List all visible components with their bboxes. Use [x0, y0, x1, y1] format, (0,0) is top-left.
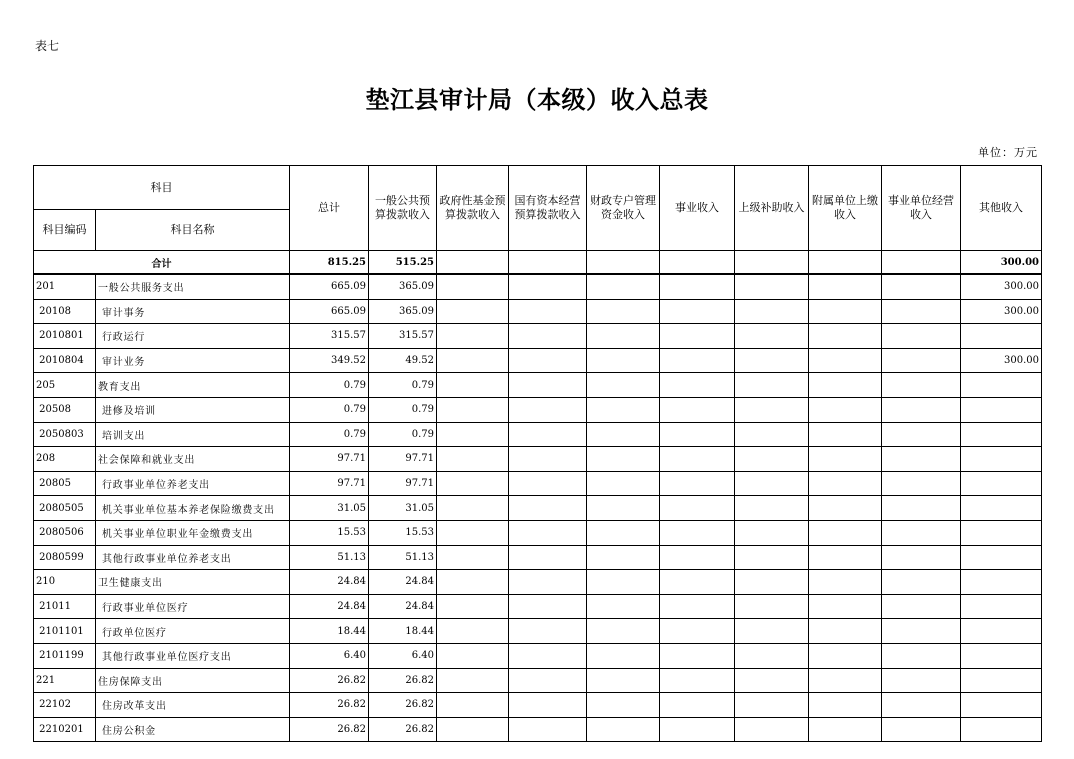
empty-cell: [437, 324, 509, 349]
header-gov-fund: 政府性基金预算拨款收入: [437, 166, 509, 251]
empty-cell: [882, 496, 961, 521]
empty-cell: [437, 299, 509, 324]
row-other-income: [961, 570, 1042, 595]
table-row: [34, 324, 1042, 349]
row-general-budget: 51.13: [369, 545, 437, 570]
empty-cell: [660, 274, 735, 299]
table-row: [34, 570, 1042, 595]
empty-cell: [509, 274, 587, 299]
row-total: 51.13: [290, 545, 369, 570]
empty-cell: [587, 422, 660, 447]
row-code: 2101199: [34, 643, 96, 668]
empty-cell: [509, 570, 587, 595]
empty-cell: [509, 324, 587, 349]
row-name: 行政事业单位医疗: [96, 594, 290, 619]
row-total: 349.52: [290, 348, 369, 373]
empty-cell: [735, 471, 809, 496]
row-total: 665.09: [290, 274, 369, 299]
total-row: [34, 251, 1042, 275]
empty-cell: [587, 251, 660, 275]
row-general-budget: 26.82: [369, 717, 437, 742]
table-row: [34, 643, 1042, 668]
empty-cell: [735, 348, 809, 373]
row-other-income: [961, 545, 1042, 570]
row-other-income: [961, 619, 1042, 644]
empty-cell: [660, 520, 735, 545]
row-code: 208: [34, 447, 96, 472]
row-general-budget: 97.71: [369, 471, 437, 496]
header-subject-code: 科目编码: [34, 210, 96, 251]
empty-cell: [660, 348, 735, 373]
empty-cell: [660, 422, 735, 447]
row-name: 进修及培训: [96, 397, 290, 422]
empty-cell: [882, 520, 961, 545]
empty-cell: [437, 594, 509, 619]
table-row: [34, 520, 1042, 545]
empty-cell: [882, 397, 961, 422]
empty-cell: [437, 619, 509, 644]
row-name: 审计事务: [96, 299, 290, 324]
empty-cell: [809, 397, 882, 422]
row-other-income: [961, 397, 1042, 422]
header-affiliated-income: 附属单位上缴收入: [809, 166, 882, 251]
empty-cell: [660, 545, 735, 570]
empty-cell: [660, 643, 735, 668]
empty-cell: [437, 348, 509, 373]
empty-cell: [587, 397, 660, 422]
row-other-income: [961, 496, 1042, 521]
empty-cell: [809, 520, 882, 545]
row-code: 2080599: [34, 545, 96, 570]
empty-cell: [660, 570, 735, 595]
empty-cell: [509, 594, 587, 619]
row-general-budget: 315.57: [369, 324, 437, 349]
row-other-income: [961, 693, 1042, 718]
empty-cell: [660, 324, 735, 349]
empty-cell: [587, 447, 660, 472]
empty-cell: [882, 274, 961, 299]
empty-cell: [509, 471, 587, 496]
empty-cell: [509, 447, 587, 472]
row-name: 卫生健康支出: [96, 570, 290, 595]
row-code: 2210201: [34, 717, 96, 742]
header-subject-name: 科目名称: [96, 210, 290, 251]
empty-cell: [735, 324, 809, 349]
row-other-income: [961, 643, 1042, 668]
empty-cell: [882, 299, 961, 324]
empty-cell: [660, 496, 735, 521]
row-code: 22102: [34, 693, 96, 718]
empty-cell: [809, 422, 882, 447]
empty-cell: [735, 496, 809, 521]
row-name: 一般公共服务支出: [96, 274, 290, 299]
empty-cell: [509, 717, 587, 742]
total-sum: 815.25: [290, 251, 369, 275]
empty-cell: [587, 594, 660, 619]
empty-cell: [809, 619, 882, 644]
row-code: 2010801: [34, 324, 96, 349]
empty-cell: [735, 668, 809, 693]
empty-cell: [587, 668, 660, 693]
row-total: 26.82: [290, 717, 369, 742]
empty-cell: [882, 324, 961, 349]
empty-cell: [660, 447, 735, 472]
header-fiscal-special: 财政专户管理资金收入: [587, 166, 660, 251]
empty-cell: [509, 299, 587, 324]
empty-cell: [509, 496, 587, 521]
empty-cell: [809, 299, 882, 324]
row-general-budget: 0.79: [369, 397, 437, 422]
row-total: 26.82: [290, 693, 369, 718]
row-total: 24.84: [290, 570, 369, 595]
row-name: 住房改革支出: [96, 693, 290, 718]
empty-cell: [587, 619, 660, 644]
empty-cell: [882, 693, 961, 718]
row-total: 0.79: [290, 397, 369, 422]
row-name: 机关事业单位职业年金缴费支出: [96, 520, 290, 545]
empty-cell: [437, 693, 509, 718]
empty-cell: [437, 251, 509, 275]
table-row: [34, 447, 1042, 472]
total-other-income: 300.00: [961, 251, 1042, 275]
empty-cell: [660, 373, 735, 398]
empty-cell: [882, 717, 961, 742]
empty-cell: [809, 348, 882, 373]
row-other-income: 300.00: [961, 348, 1042, 373]
row-name: 审计业务: [96, 348, 290, 373]
row-name: 教育支出: [96, 373, 290, 398]
empty-cell: [735, 422, 809, 447]
row-total: 665.09: [290, 299, 369, 324]
empty-cell: [437, 496, 509, 521]
row-code: 221: [34, 668, 96, 693]
empty-cell: [882, 447, 961, 472]
row-total: 26.82: [290, 668, 369, 693]
empty-cell: [809, 373, 882, 398]
row-name: 其他行政事业单位医疗支出: [96, 643, 290, 668]
header-subject: 科目: [34, 166, 290, 210]
row-general-budget: 0.79: [369, 373, 437, 398]
empty-cell: [660, 693, 735, 718]
empty-cell: [660, 471, 735, 496]
empty-cell: [882, 619, 961, 644]
empty-cell: [809, 471, 882, 496]
row-other-income: [961, 471, 1042, 496]
empty-cell: [437, 717, 509, 742]
empty-cell: [809, 274, 882, 299]
empty-cell: [587, 545, 660, 570]
empty-cell: [882, 668, 961, 693]
row-total: 15.53: [290, 520, 369, 545]
empty-cell: [437, 520, 509, 545]
empty-cell: [735, 373, 809, 398]
row-general-budget: 365.09: [369, 274, 437, 299]
row-general-budget: 97.71: [369, 447, 437, 472]
row-general-budget: 24.84: [369, 570, 437, 595]
empty-cell: [735, 397, 809, 422]
row-other-income: [961, 668, 1042, 693]
empty-cell: [660, 299, 735, 324]
row-code: 2010804: [34, 348, 96, 373]
row-total: 31.05: [290, 496, 369, 521]
empty-cell: [437, 643, 509, 668]
empty-cell: [882, 594, 961, 619]
empty-cell: [437, 570, 509, 595]
empty-cell: [437, 422, 509, 447]
empty-cell: [809, 447, 882, 472]
empty-cell: [587, 274, 660, 299]
empty-cell: [809, 251, 882, 275]
empty-cell: [509, 348, 587, 373]
empty-cell: [660, 594, 735, 619]
empty-cell: [735, 545, 809, 570]
row-name: 机关事业单位基本养老保险缴费支出: [96, 496, 290, 521]
empty-cell: [809, 324, 882, 349]
total-general-budget: 515.25: [369, 251, 437, 275]
row-general-budget: 6.40: [369, 643, 437, 668]
row-other-income: [961, 520, 1042, 545]
table-row: [34, 422, 1042, 447]
empty-cell: [660, 251, 735, 275]
empty-cell: [509, 668, 587, 693]
empty-cell: [509, 693, 587, 718]
header-total: 总计: [290, 166, 369, 251]
empty-cell: [437, 447, 509, 472]
empty-cell: [882, 422, 961, 447]
empty-cell: [882, 570, 961, 595]
table-row: [34, 496, 1042, 521]
header-other-income: 其他收入: [961, 166, 1042, 251]
row-name: 其他行政事业单位养老支出: [96, 545, 290, 570]
empty-cell: [587, 348, 660, 373]
empty-cell: [882, 545, 961, 570]
empty-cell: [809, 594, 882, 619]
empty-cell: [437, 668, 509, 693]
row-code: 20508: [34, 397, 96, 422]
header-business-unit-income: 事业单位经营收入: [882, 166, 961, 251]
row-code: 201: [34, 274, 96, 299]
empty-cell: [882, 643, 961, 668]
table-row: [34, 619, 1042, 644]
row-other-income: [961, 717, 1042, 742]
table-row: [34, 373, 1042, 398]
empty-cell: [735, 299, 809, 324]
empty-cell: [437, 397, 509, 422]
row-other-income: [961, 373, 1042, 398]
row-name: 住房公积金: [96, 717, 290, 742]
empty-cell: [882, 471, 961, 496]
row-general-budget: 26.82: [369, 668, 437, 693]
row-general-budget: 365.09: [369, 299, 437, 324]
row-other-income: [961, 594, 1042, 619]
empty-cell: [437, 274, 509, 299]
empty-cell: [509, 251, 587, 275]
row-total: 6.40: [290, 643, 369, 668]
row-code: 2080505: [34, 496, 96, 521]
table-row: [34, 348, 1042, 373]
empty-cell: [437, 545, 509, 570]
table-row: [34, 717, 1042, 742]
empty-cell: [437, 471, 509, 496]
empty-cell: [735, 251, 809, 275]
empty-cell: [809, 496, 882, 521]
row-code: 205: [34, 373, 96, 398]
row-general-budget: 26.82: [369, 693, 437, 718]
table-row: [34, 471, 1042, 496]
row-other-income: [961, 422, 1042, 447]
empty-cell: [660, 397, 735, 422]
empty-cell: [735, 619, 809, 644]
unit-label: 单位：万元: [978, 146, 1038, 159]
header-business-income: 事业收入: [660, 166, 735, 251]
row-total: 97.71: [290, 471, 369, 496]
row-code: 2080506: [34, 520, 96, 545]
empty-cell: [660, 668, 735, 693]
empty-cell: [882, 348, 961, 373]
empty-cell: [735, 717, 809, 742]
table-row: [34, 299, 1042, 324]
empty-cell: [735, 447, 809, 472]
table-row: [34, 668, 1042, 693]
row-other-income: [961, 324, 1042, 349]
total-label: 合计: [34, 251, 290, 275]
row-general-budget: 49.52: [369, 348, 437, 373]
row-general-budget: 18.44: [369, 619, 437, 644]
page-title: 垫江县审计局（本级）收入总表: [365, 85, 709, 114]
row-name: 行政事业单位养老支出: [96, 471, 290, 496]
row-total: 0.79: [290, 422, 369, 447]
table-row: [34, 274, 1042, 299]
income-summary-table: [33, 165, 1042, 742]
row-total: 97.71: [290, 447, 369, 472]
empty-cell: [587, 324, 660, 349]
header-general-budget: 一般公共预算拨款收入: [369, 166, 437, 251]
header-state-capital: 国有资本经营预算拨款收入: [509, 166, 587, 251]
empty-cell: [809, 693, 882, 718]
row-general-budget: 31.05: [369, 496, 437, 521]
row-name: 行政单位医疗: [96, 619, 290, 644]
row-code: 2101101: [34, 619, 96, 644]
empty-cell: [809, 717, 882, 742]
empty-cell: [735, 693, 809, 718]
table-row: [34, 545, 1042, 570]
row-total: 18.44: [290, 619, 369, 644]
row-code: 20108: [34, 299, 96, 324]
row-code: 20805: [34, 471, 96, 496]
empty-cell: [735, 594, 809, 619]
empty-cell: [437, 373, 509, 398]
row-other-income: [961, 447, 1042, 472]
empty-cell: [587, 717, 660, 742]
empty-cell: [587, 471, 660, 496]
table-number: 表七: [35, 39, 60, 53]
empty-cell: [809, 570, 882, 595]
row-general-budget: 15.53: [369, 520, 437, 545]
row-code: 21011: [34, 594, 96, 619]
empty-cell: [809, 643, 882, 668]
empty-cell: [509, 422, 587, 447]
empty-cell: [509, 373, 587, 398]
empty-cell: [587, 496, 660, 521]
row-name: 社会保障和就业支出: [96, 447, 290, 472]
row-code: 2050803: [34, 422, 96, 447]
row-name: 培训支出: [96, 422, 290, 447]
empty-cell: [735, 274, 809, 299]
row-general-budget: 0.79: [369, 422, 437, 447]
row-name: 住房保障支出: [96, 668, 290, 693]
row-other-income: 300.00: [961, 274, 1042, 299]
row-general-budget: 24.84: [369, 594, 437, 619]
row-other-income: 300.00: [961, 299, 1042, 324]
row-total: 0.79: [290, 373, 369, 398]
empty-cell: [735, 643, 809, 668]
row-code: 210: [34, 570, 96, 595]
row-total: 315.57: [290, 324, 369, 349]
empty-cell: [735, 520, 809, 545]
empty-cell: [509, 397, 587, 422]
empty-cell: [587, 299, 660, 324]
empty-cell: [587, 373, 660, 398]
row-total: 24.84: [290, 594, 369, 619]
header-superior-subsidy: 上级补助收入: [735, 166, 809, 251]
empty-cell: [587, 520, 660, 545]
empty-cell: [509, 520, 587, 545]
empty-cell: [882, 251, 961, 275]
empty-cell: [587, 643, 660, 668]
table-row: [34, 693, 1042, 718]
empty-cell: [882, 373, 961, 398]
row-name: 行政运行: [96, 324, 290, 349]
table-row: [34, 397, 1042, 422]
empty-cell: [660, 717, 735, 742]
table-row: [34, 594, 1042, 619]
empty-cell: [509, 643, 587, 668]
empty-cell: [587, 570, 660, 595]
empty-cell: [660, 619, 735, 644]
empty-cell: [809, 668, 882, 693]
empty-cell: [509, 545, 587, 570]
empty-cell: [735, 570, 809, 595]
empty-cell: [509, 619, 587, 644]
empty-cell: [587, 693, 660, 718]
empty-cell: [809, 545, 882, 570]
